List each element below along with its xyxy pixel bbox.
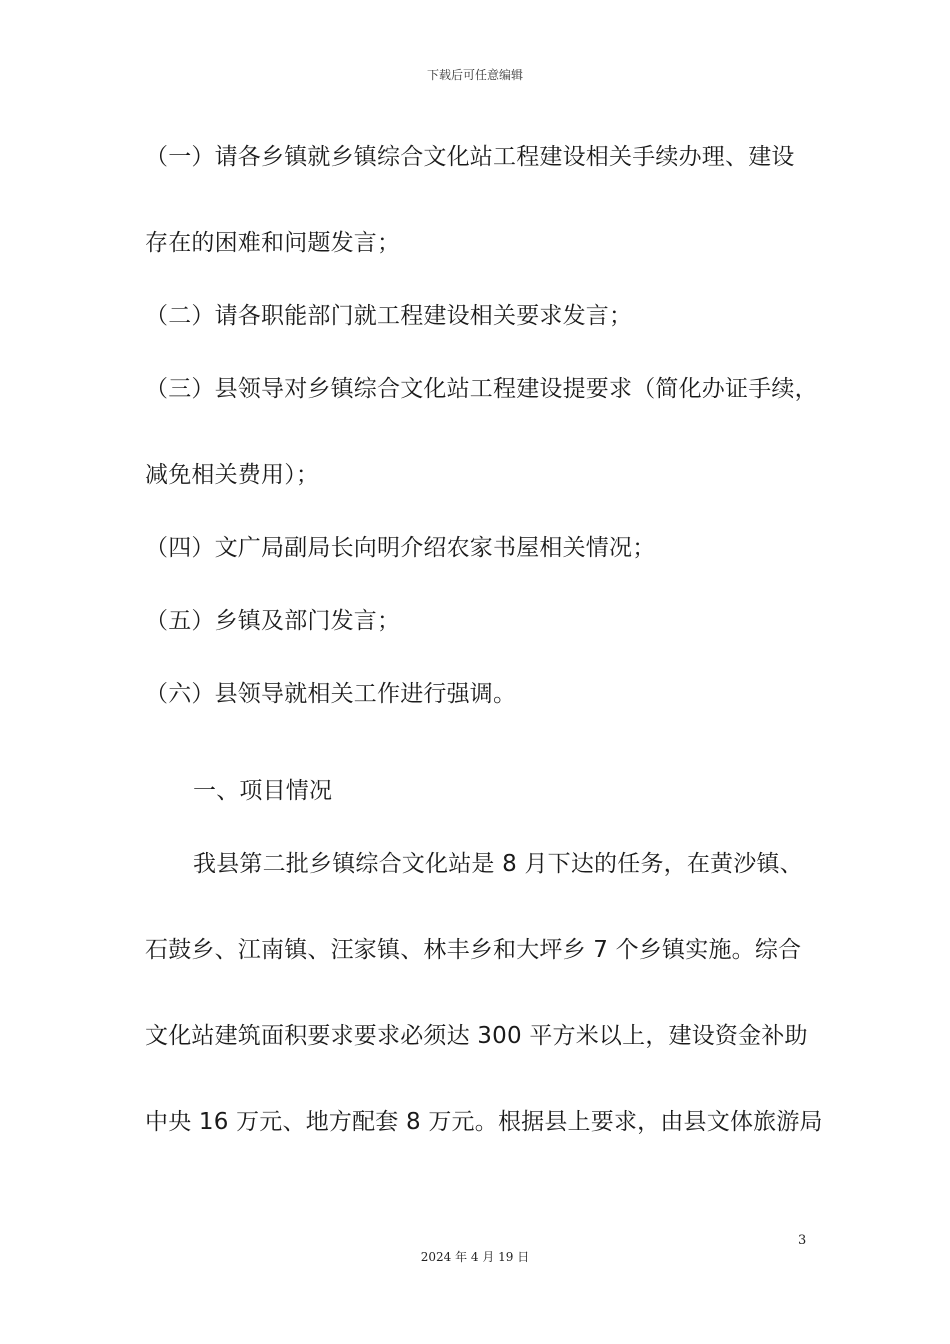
body-line: 我县第二批乡镇综合文化站是 8 月下达的任务，在黄沙镇、	[193, 851, 803, 877]
body-line: （四）文广局副局长向明介绍农家书屋相关情况；	[145, 535, 656, 561]
body-line: 石鼓乡、江南镇、汪家镇、林丰乡和大坪乡 7 个乡镇实施。综合	[145, 937, 802, 963]
body-line: 文化站建筑面积要求要求必须达 300 平方米以上，建设资金补助	[145, 1023, 808, 1049]
body-line: （六）县领导就相关工作进行强调。	[145, 681, 517, 707]
footer-date: 2024 年 4 月 19 日	[420, 1250, 530, 1264]
body-line: 中央 16 万元、地方配套 8 万元。根据县上要求，由县文体旅游局	[145, 1109, 823, 1135]
body-line: （一）请各乡镇就乡镇综合文化站工程建设相关手续办理、建设	[145, 144, 795, 170]
header-note: 下载后可任意编辑	[426, 68, 523, 82]
body-line: 减免相关费用）；	[145, 462, 320, 488]
section-heading: 一、项目情况	[193, 778, 333, 804]
body-line: 存在的困难和问题发言；	[145, 230, 401, 256]
page-number: 3	[798, 1233, 807, 1248]
body-line: （二）请各职能部门就工程建设相关要求发言；	[145, 303, 633, 329]
body-line: （五）乡镇及部门发言；	[145, 608, 401, 634]
body-line: （三）县领导对乡镇综合文化站工程建设提要求（简化办证手续，	[145, 376, 818, 402]
